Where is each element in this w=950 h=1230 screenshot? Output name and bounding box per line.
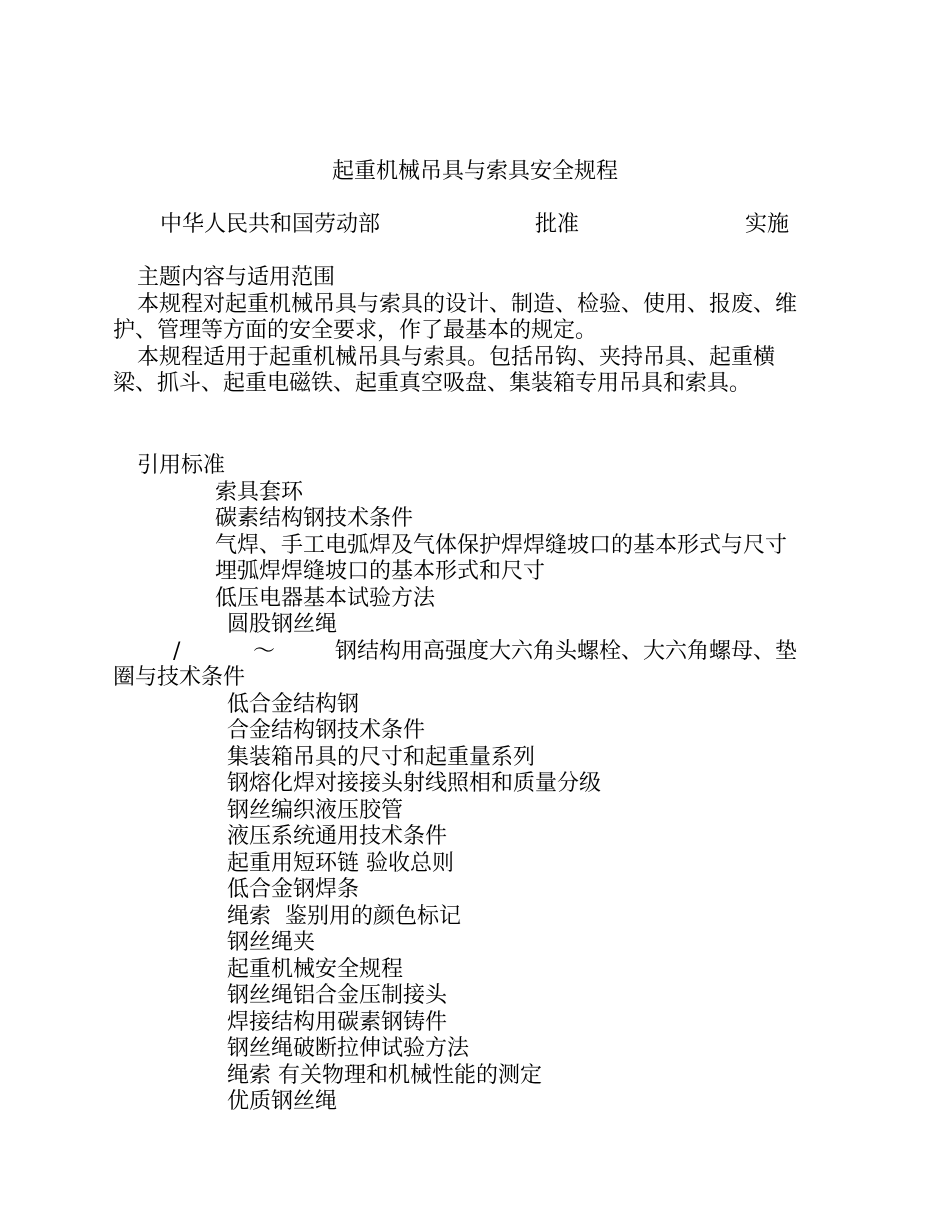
approval-line	[0, 212, 950, 240]
approve-label: 批准	[535, 212, 580, 237]
reference-item: 优质钢丝绳	[227, 1089, 338, 1114]
reference-item: 低压电器基本试验方法	[215, 585, 436, 611]
reference-item: 绳索 鉴别用的颜色标记	[227, 903, 461, 929]
reference-item: 索具套环	[215, 479, 304, 505]
document-title: 起重机械吊具与索具安全规程	[331, 159, 618, 184]
references-section	[113, 453, 873, 1116]
reference-item: 钢丝绳铝合金压制接头	[227, 983, 448, 1008]
scope-paragraph-1-line-2: 护、管理等方面的安全要求，作了最基本的规定。	[113, 318, 598, 343]
scope-paragraph-1-line-1: 本规程对起重机械吊具与索具的设计、制造、检验、使用、报废、维	[137, 291, 798, 317]
reference-item: 钢丝绳破断拉伸试验方法	[227, 1036, 470, 1061]
bolt-title-line-2: 圈与技术条件	[113, 665, 246, 690]
reference-item: 合金结构钢技术条件	[227, 718, 426, 743]
reference-item: 液压系统通用技术条件	[227, 824, 448, 849]
scope-heading: 主题内容与适用范围	[137, 265, 336, 290]
scope-section	[113, 265, 853, 398]
reference-item-rope: 圆股钢丝绳	[227, 612, 338, 637]
reference-item: 低合金钢焊条	[227, 877, 360, 902]
reference-item-bolt	[113, 639, 873, 666]
reference-item: 焊接结构用碳素钢铸件	[227, 1009, 448, 1035]
reference-item: 气焊、手工电弧焊及气体保护焊焊缝坡口的基本形式与尺寸	[215, 532, 788, 558]
bolt-tilde: ～	[253, 638, 276, 664]
reference-item: 起重用短环链 验收总则	[227, 850, 454, 876]
implement-label: 实施	[745, 212, 790, 237]
scope-paragraph-2-line-1: 本规程适用于起重机械吊具与索具。包括吊钩、夹持吊具、起重横	[137, 344, 776, 370]
reference-item: 埋弧焊焊缝坡口的基本形式和尺寸	[215, 559, 546, 584]
reference-item: 碳素结构钢技术条件	[215, 506, 414, 531]
reference-item: 低合金结构钢	[227, 691, 360, 717]
reference-item: 绳索 有关物理和机械性能的测定	[227, 1062, 542, 1088]
bolt-title-line-1: 钢结构用高强度大六角头螺栓、大六角螺母、垫	[335, 638, 798, 664]
reference-item: 钢熔化焊对接接头射线照相和质量分级	[227, 771, 602, 796]
reference-item: 起重机械安全规程	[227, 956, 404, 982]
reference-item: 钢丝编织液压胶管	[227, 797, 404, 823]
reference-item: 钢丝绳夹	[227, 930, 316, 955]
bolt-slash: /	[173, 638, 181, 664]
references-heading: 引用标准	[137, 453, 226, 478]
scope-paragraph-2-line-2: 梁、抓斗、起重电磁铁、起重真空吸盘、集装箱专用吊具和索具。	[113, 371, 752, 396]
approving-authority: 中华人民共和国劳动部	[160, 212, 381, 237]
reference-item: 集装箱吊具的尺寸和起重量系列	[227, 744, 536, 770]
